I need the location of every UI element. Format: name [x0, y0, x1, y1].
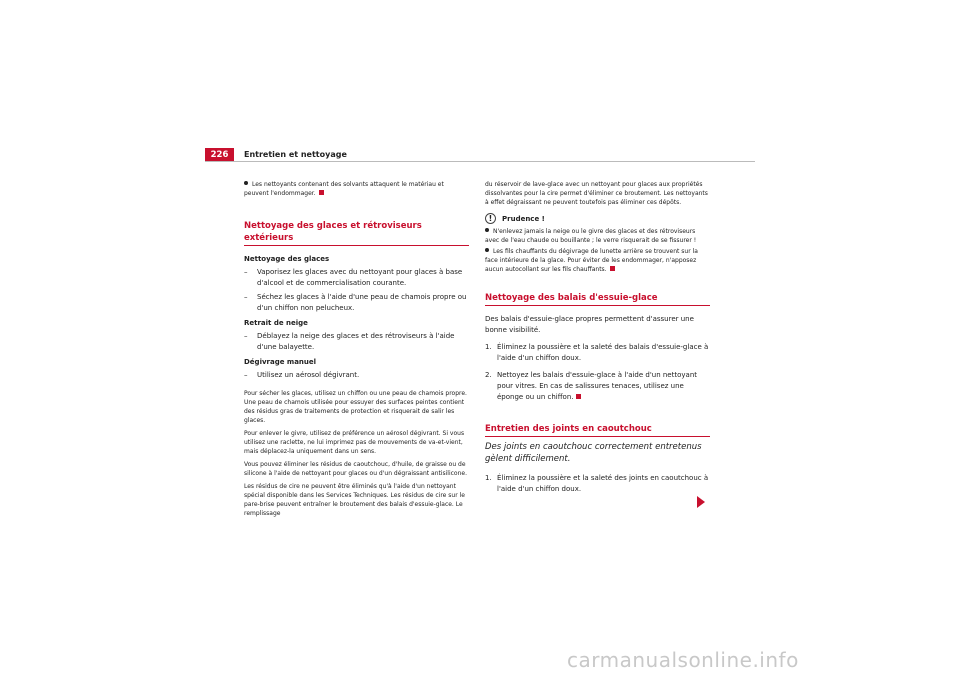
intro-bullet [244, 180, 469, 198]
section-lead: Des joints en caoutchouc correctement entretenus gèlent difficilement. [485, 442, 702, 464]
bullet-icon [244, 181, 248, 185]
running-title: Entretien et nettoyage [244, 150, 347, 159]
caution-header [485, 213, 710, 224]
section-title-balais: Nettoyage des balais d'essuie-glace [485, 292, 710, 306]
caution-bullet [485, 227, 710, 245]
end-mark-icon [576, 394, 581, 399]
list-item-text: Utilisez un aérosol dégivrant. [257, 371, 360, 379]
bullet-icon [485, 228, 489, 232]
step-number: 2. [485, 371, 492, 379]
step-text: Nettoyez les balais d'essuie-glace à l'aide d'un nettoyant pour vitres. En cas de salissures tenaces, utilisez une éponge ou un chiffon. [497, 371, 697, 401]
dash-marker: – [244, 268, 248, 276]
list-item [244, 292, 469, 314]
watermark: carmanualsonline.info [567, 648, 799, 672]
section-title-glaces: Nettoyage des glaces et rétroviseurs extérieurs [244, 220, 469, 246]
left-column [244, 180, 469, 518]
list-item [244, 267, 469, 289]
paragraph: Pour sécher les glaces, utilisez un chiffon ou une peau de chamois propre. Une peau de chamois utilisée pour essuyer des surfaces peintes contient des résidus gras de traitements de protection et risquerait de salir les glaces. [244, 390, 467, 424]
caution-bullet-text: N'enlevez jamais la neige ou le givre des glaces et des rétroviseurs avec de l'eau chaude ou bouillante ; le verre risquerait de se fissurer ! [485, 228, 697, 244]
end-mark-icon [610, 266, 615, 271]
step-number: 1. [485, 474, 492, 482]
subtitle-nettoyage-glaces: Nettoyage des glaces [244, 255, 330, 263]
next-page-arrow-icon [697, 496, 705, 508]
step-text: Éliminez la poussière et la saleté des balais d'essuie-glace à l'aide d'un chiffon doux. [497, 343, 709, 362]
paragraph: Vous pouvez éliminer les résidus de caoutchouc, d'huile, de graisse ou de silicone à l'aide de nettoyant pour glaces ou d'un dégraissant antisilicone. [244, 461, 468, 477]
caution-bullet-text: Les fils chauffants du dégivrage de lunette arrière se trouvent sur la face intérieure de la glace. Pour éviter de les endommager, n'apposez aucun autocollant sur les fils chauffants. [485, 248, 698, 273]
list-item-text: Vaporisez les glaces avec du nettoyant pour glaces à base d'alcool et de commercialisation courante. [257, 268, 463, 287]
numbered-step [485, 342, 710, 364]
exclamation-icon: ! [485, 213, 496, 224]
numbered-step [485, 370, 710, 403]
end-mark-icon [319, 190, 324, 195]
list-item [244, 370, 469, 381]
bullet-icon [485, 248, 489, 252]
section-intro: Des balais d'essuie-glace propres permettent d'assurer une bonne visibilité. [485, 315, 694, 334]
step-number: 1. [485, 343, 492, 351]
paragraph: Pour enlever le givre, utilisez de préférence un aérosol dégivrant. Si vous utilisez une raclette, ne lui imprimez pas de mouvements de va-et-vient, mais déplacez-la uniquement dans un sens. [244, 430, 465, 455]
page-number: 226 [205, 148, 234, 162]
caution-title: Prudence ! [502, 214, 545, 223]
list-item-text: Séchez les glaces à l'aide d'une peau de chamois propre ou d'un chiffon non pelucheux. [257, 293, 467, 312]
right-column [485, 180, 710, 495]
section-title-joints: Entretien des joints en caoutchouc [485, 423, 710, 437]
caution-bullet [485, 247, 710, 274]
paragraph: Les résidus de cire ne peuvent être éliminés qu'à l'aide d'un nettoyant spécial disponible dans les Services Techniques. Les résidus de cire sur le pare-brise peuvent entraîner le broutement des balais d'essuie-glace. Le remplissage [244, 483, 465, 517]
subtitle-retrait-neige: Retrait de neige [244, 319, 308, 327]
step-text: Éliminez la poussière et la saleté des joints en caoutchouc à l'aide d'un chiffon doux. [497, 474, 709, 493]
intro-bullet-text: Les nettoyants contenant des solvants attaquent le matériau et peuvent l'endommager. [244, 181, 444, 197]
dash-marker: – [244, 293, 248, 301]
list-item-text: Déblayez la neige des glaces et des rétroviseurs à l'aide d'une balayette. [257, 332, 455, 351]
list-item [244, 331, 469, 353]
continuation-paragraph: du réservoir de lave-glace avec un nettoyant pour glaces aux propriétés dissolvantes pour la cire permet d'éliminer ce broutement. Les nettoyants à effet dégraissant ne peuvent toutefois pas éliminer ces dépôts. [485, 181, 708, 206]
header-rule [205, 161, 755, 162]
dash-marker: – [244, 371, 248, 379]
dash-marker: – [244, 332, 248, 340]
numbered-step [485, 473, 710, 495]
subtitle-degivrage: Dégivrage manuel [244, 358, 317, 366]
